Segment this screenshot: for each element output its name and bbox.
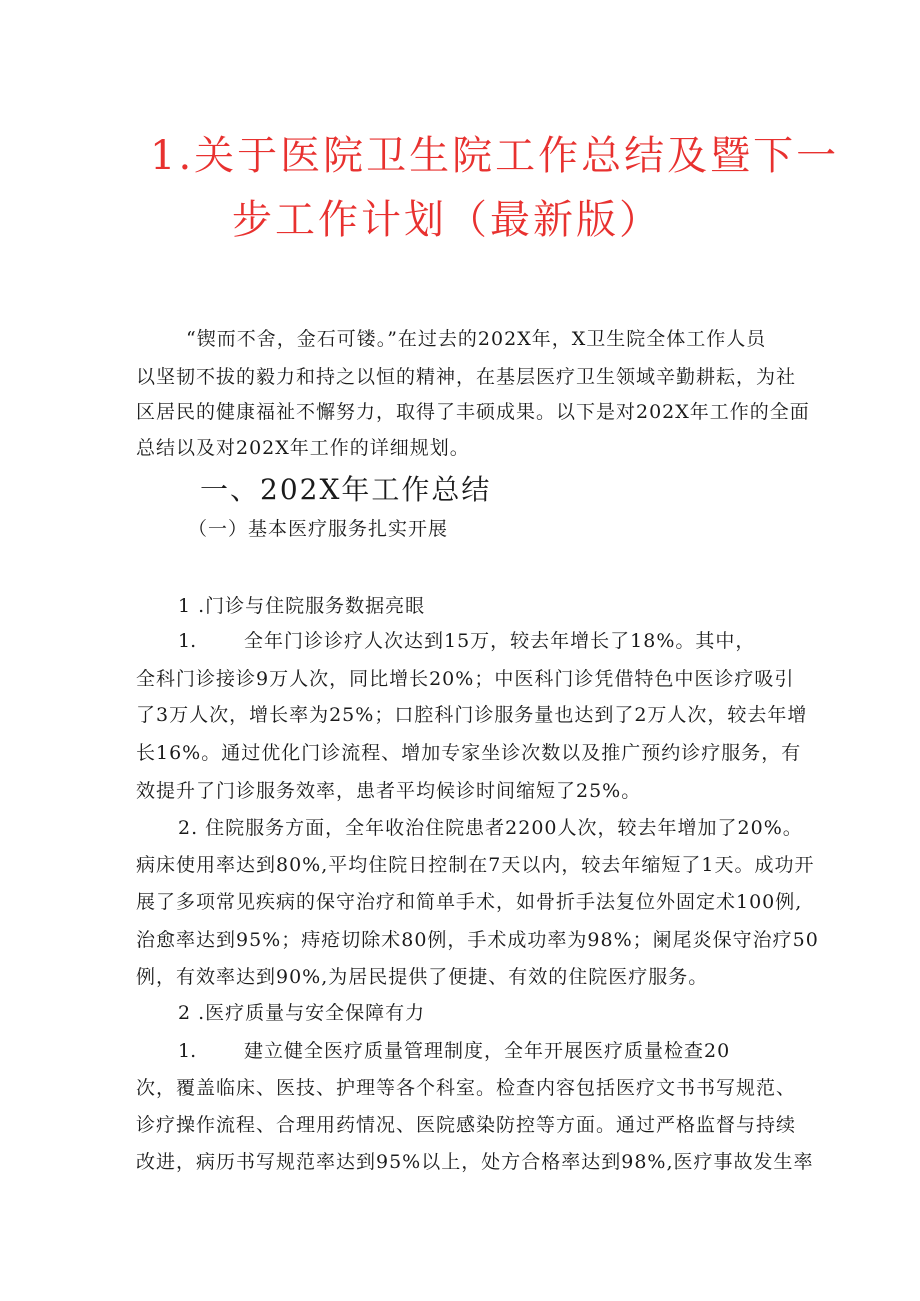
intro-line: 区居民的健康福祉不懈努力，取得了丰硕成果。以下是对202X年工作的全面 [136,401,810,423]
paragraph-line: 2. 住院服务方面，全年收治住院患者2200人次，较去年增加了20%。 [178,817,803,839]
item-title: 1 .门诊与住院服务数据亮眼 [178,595,426,617]
intro-line: 总结以及对202X年工作的详细规划。 [136,437,470,459]
paragraph-line: 治愈率达到95%；痔疮切除术80例，手术成功率为98%；阑尾炎保守治疗50 [136,929,819,951]
paragraph-line: 展了多项常见疾病的保守治疗和简单手术，如骨折手法复位外固定术100例, [136,891,803,913]
document-title-line-2: 步工作计划（最新版） [232,197,662,243]
intro-line: “锲而不舍，金石可镂。”在过去的202X年，X卫生院全体工作人员 [186,328,767,350]
paragraph-line: 改进，病历书写规范率达到95%以上，处方合格率达到98%,医疗事故发生率 [136,1151,814,1173]
paragraph-line: 次，覆盖临床、医技、护理等各个科室。检查内容包括医疗文书书写规范、 [136,1077,797,1099]
paragraph-line: 诊疗操作流程、合理用药情况、医院感染防控等方面。通过严格监督与持续 [136,1114,797,1136]
item-title: 2 .医疗质量与安全保障有力 [178,1002,426,1024]
paragraph-number: 1. [178,1040,197,1062]
paragraph-line: 长16%。通过优化门诊流程、增加专家坐诊次数以及推广预约诊疗服务，有 [136,742,802,764]
paragraph-line: 了3万人次，增长率为25%；口腔科门诊服务量也达到了2万人次，较去年增 [136,704,808,726]
paragraph-line: 病床使用率达到80%,平均住院日控制在7天以内，较去年缩短了1天。成功开 [136,854,815,876]
subsection-heading: （一）基本医疗服务扎实开展 [188,518,449,540]
paragraph-line: 例，有效率达到90%,为居民提供了便捷、有效的住院医疗服务。 [136,966,709,988]
paragraph-line: 全科门诊接诊9万人次，同比增长20%；中医科门诊凭借特色中医诊疗吸引 [136,668,795,690]
document-title-line-1: 1.关于医院卫生院工作总结及暨下一 [150,133,840,179]
section-heading: 一、202X年工作总结 [200,473,492,506]
paragraph-line: 全年门诊诊疗人次达到15万，较去年增长了18%。其中， [244,630,756,652]
paragraph-line: 效提升了门诊服务效率，患者平均候诊时间缩短了25%。 [136,780,642,802]
paragraph-line: 建立健全医疗质量管理制度，全年开展医疗质量检查20 [244,1040,731,1062]
paragraph-number: 1. [178,630,197,652]
intro-line: 以坚韧不拔的毅力和持之以恒的精神，在基层医疗卫生领域辛勤耕耘，为社 [136,366,797,388]
